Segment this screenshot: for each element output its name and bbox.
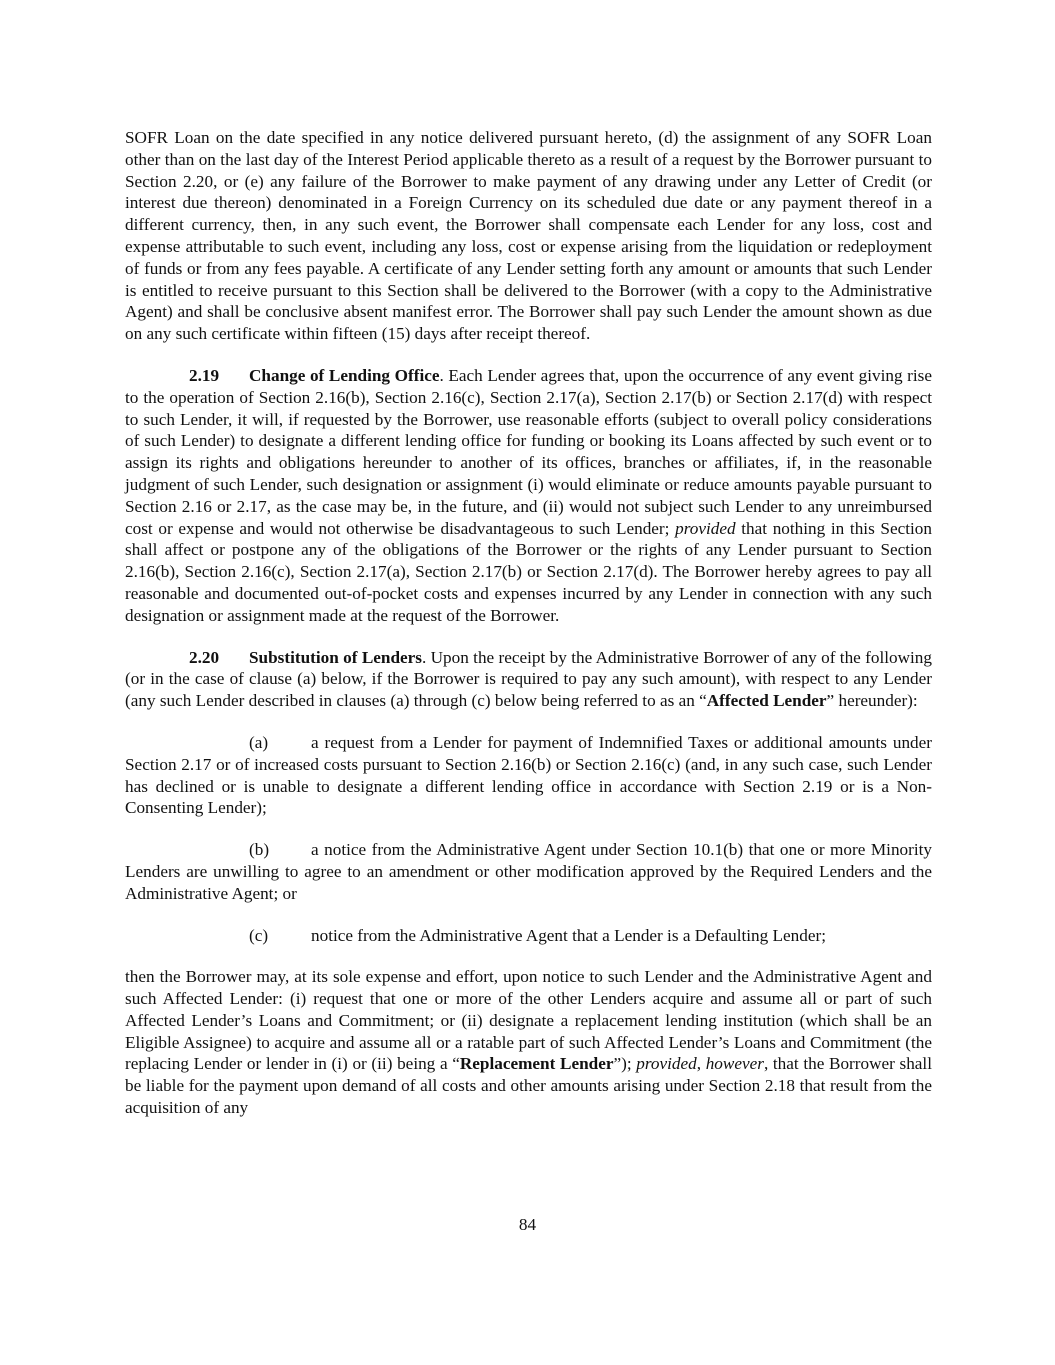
section-body-text: Each Lender agrees that, upon the occurrence of any event giving rise to the operation of Section 2.16(b), Section 2.16(c), Section 2.17(a), Section 2.17(b) or Section 2.17(d) with respect to such Lender, it will, if requested by the Borrower, use reasonable efforts (subject to overall policy considerations of such Lender) to designate a different lending office for funding or booking its Loans affected by such event or to assign its rights and obligations hereunder to another of its offices, branches or affiliates, if, in the reasonable judgment of such Lender, such designation or assignment (i) would eliminate or reduce amounts payable pursuant to Section 2.16 or 2.17, as the case may be, in the future, and (ii) would not subject such Lender to any unreimbursed cost or expense and would not otherwise be disadvantageous to such Lender; (125, 365, 932, 538)
closing-text: ”); (613, 1054, 637, 1074)
clause-a (125, 732, 932, 819)
section-body-text: that nothing in this Section shall affect or postpone any of the obligations of the Borrower or the rights of any Lender pursuant to Section 2.16(b), Section 2.16(c), Section 2.17(a), Section 2.17(b) or Section 2.17(d). The Borrower hereby agrees to pay all reasonable and documented out-of-pocket costs and expenses incurred by any Lender in connection with any such designation or assignment made at the request of the Borrower. (125, 518, 932, 625)
carryover-paragraph: SOFR Loan on the date specified in any notice delivered pursuant hereto, (d) the assignment of any SOFR Loan other than on the last day of the Interest Period applicable thereto as a result of a request by the Borrower pursuant to Section 2.20, or (e) any failure of the Borrower to make payment of any drawing under any Letter of Credit (or interest due thereon) denominated in a Foreign Currency on its scheduled due date or any payment thereof in a different currency, then, in any such event, the Borrower shall compensate each Lender for any loss, cost and expense attributable to such event, including any loss, cost or expense arising from the liquidation or redeployment of funds or from any fees payable. A certificate of any Lender setting forth any amount or amounts that such Lender is entitled to receive pursuant to this Section shall be delivered to the Borrower (with a copy to the Administrative Agent) and shall be conclusive absent manifest error. The Borrower shall pay such Lender the amount shown as due on any such certificate within fifteen (15) days after receipt thereof. (125, 128, 932, 344)
clause-label: (a) (249, 732, 269, 752)
section-2-20-closing (125, 966, 932, 1119)
section-heading-punct: . (439, 365, 444, 385)
clause-text: a notice from the Administrative Agent under Section 10.1(b) that one or more Minority Lenders are unwilling to agree to an amendment or other modification approved by the Required Lenders and the Administrative Agent; or (125, 840, 932, 903)
defined-term: Replacement Lender (459, 1054, 614, 1074)
page-number: 84 (518, 1215, 537, 1234)
defined-term: Affected Lender (706, 691, 827, 711)
section-heading-punct: . (421, 647, 427, 667)
clause-text: notice from the Administrative Agent that a Lender is a Defaulting Lender; (311, 925, 826, 945)
clause-text: a request from a Lender for payment of Indemnified Taxes or additional amounts under Section 2.17 or of increased costs pursuant to Section 2.16(b) or Section 2.16(c) (and, in any such case, such Lender has declined or is unable to designate a different lending office in accordance with Section 2.19 or is a Non-Consenting Lender); (125, 732, 932, 818)
section-2-20 (125, 647, 932, 712)
however-term: however (705, 1054, 764, 1074)
section-2-19 (125, 365, 932, 627)
section-heading: Substitution of Lenders (249, 647, 422, 667)
clause-c (125, 925, 932, 947)
provided-term: provided (675, 518, 736, 538)
closing-text: , that the Borrower shall be liable for the payment upon demand of all costs and other amounts arising under Section 2.18 that result from the acquisition of any (125, 1054, 932, 1118)
closing-text: , (696, 1054, 706, 1074)
section-body-text: ” hereunder): (826, 691, 918, 711)
provided-term: provided (636, 1054, 697, 1074)
closing-text: then the Borrower may, at its sole expense and effort, upon notice to such Lender and the Administrative Agent and such Affected Lender: (i) request that one or more of the other Lenders acquire and assume all or part of such Affected Lender’s Loans and Commitment; or (ii) designate a replacement lending institution (which shall be an Eligible Assignee) to acquire and assume all or a ratable part of such Affected Lender’s Loans and Commitment (the replacing Lender or lender in (i) or (ii) being a “ (125, 967, 932, 1074)
document-page (125, 127, 932, 1119)
clause-label: (b) (249, 840, 270, 860)
section-number: 2.19 (189, 365, 220, 385)
clause-label: (c) (249, 925, 269, 945)
clause-b (125, 839, 932, 904)
section-body-text: Upon the receipt by the Administrative Borrower of any of the following (or in the case of clause (a) below, if the Borrower is required to pay any such amount), with respect to any Lender (any such Lender described in clauses (a) through (c) below being referred to as an “ (125, 647, 932, 711)
section-heading: Change of Lending Office (249, 365, 440, 385)
section-number: 2.20 (189, 647, 220, 667)
